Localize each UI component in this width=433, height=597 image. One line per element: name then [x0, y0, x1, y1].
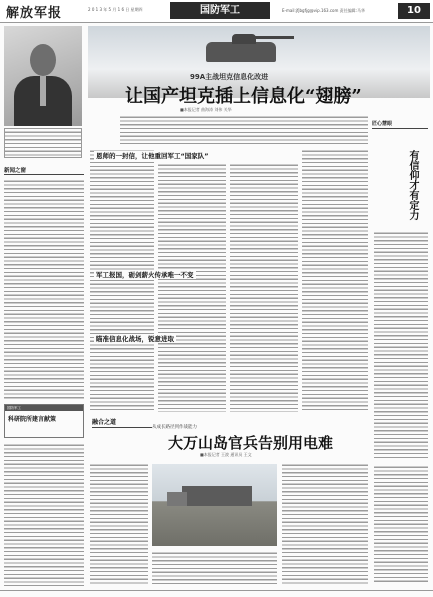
left-lower-text	[4, 442, 84, 586]
issue-date: 2 0 1 3 年 5 月 1 6 日 星期四	[88, 7, 143, 12]
body-column-1	[90, 148, 154, 412]
page-number: 10	[398, 3, 430, 19]
newspaper-logo: 解放军报	[6, 6, 63, 21]
headline-kicker: 99A主战坦克信息化改进	[190, 73, 269, 81]
body-column-3	[230, 162, 298, 412]
lower-byline: ■本报记者 王波 通讯员 王文	[200, 452, 252, 457]
island-photo	[152, 464, 277, 546]
header-info: E-mail:jfjbgfjg@vip.163.com 责任编辑:马华	[282, 8, 366, 13]
right-rail-text-2	[374, 464, 428, 584]
page-footer-rule	[0, 590, 433, 597]
building-shape-2	[167, 492, 187, 506]
section-title: 国防军工	[170, 2, 270, 19]
lower-column-2	[152, 550, 277, 586]
body-column-2	[158, 162, 226, 412]
main-byline: ■本报记者 曲海涛 刘伟 关华	[180, 107, 232, 112]
subheading-2: 军工报国，砺剑薪火传承唯一不变	[96, 271, 194, 279]
small-box-header: 国防军工	[5, 405, 83, 411]
lower-headline: 大万山岛官兵告别用电难	[168, 434, 334, 452]
portrait-caption	[4, 128, 82, 158]
lede-paragraph	[120, 114, 368, 144]
portrait-tie	[40, 76, 46, 106]
subheading-1: 恩师的一封信，让他重回军工“国家队”	[96, 152, 209, 160]
lower-column-1	[90, 462, 148, 586]
left-sidebar-text	[4, 178, 84, 400]
subheading-3: 瞄准信息化战场，锐意进取	[96, 335, 174, 343]
small-feature-box	[4, 404, 84, 438]
main-headline: 让国产坦克插上信息化“翅膀”	[125, 86, 362, 107]
left-section-tag: 新闻之窗	[4, 166, 84, 175]
right-rail-tag: 匠心慧眼	[372, 120, 428, 129]
right-rail-title: 有信仰才有定力	[407, 150, 418, 220]
small-box-title: 科研院所建言献策	[8, 416, 57, 423]
lower-column-3	[282, 462, 368, 586]
right-rail-text	[374, 230, 428, 460]
lower-section-tag: 融合之道	[92, 417, 152, 428]
lower-kicker: 从成长路径到作战能力	[152, 425, 197, 430]
building-shape	[182, 486, 252, 506]
portrait-head	[30, 44, 56, 76]
tank-icon	[206, 42, 276, 62]
portrait-photo	[4, 26, 82, 126]
body-column-4	[302, 148, 368, 412]
